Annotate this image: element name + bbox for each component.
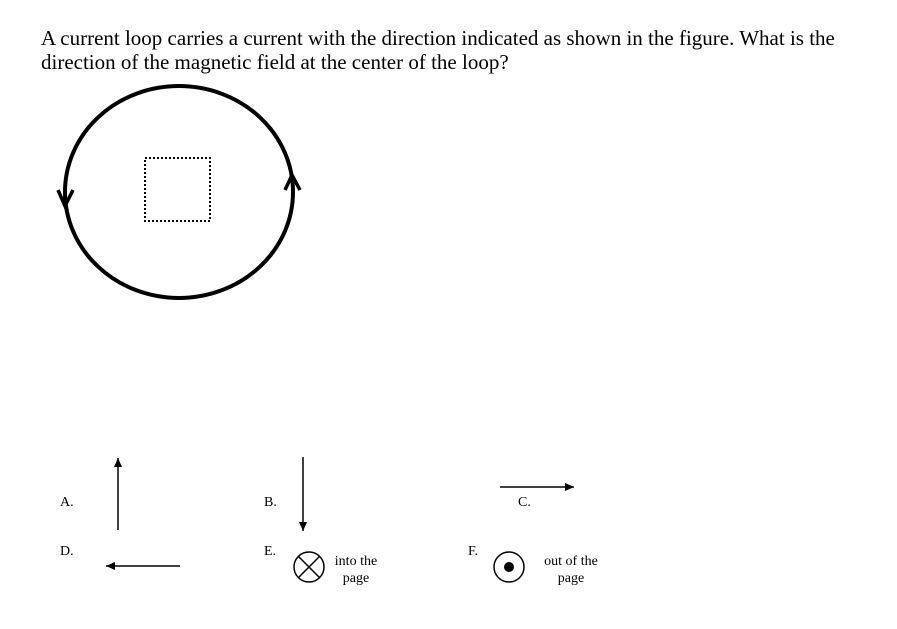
option-f-caption-line1: out of the [544, 554, 598, 569]
option-f-caption [536, 553, 606, 587]
option-e-caption-line2: page [342, 571, 370, 586]
question-text: A current loop carries a current with the direction indicated as shown in the figure. What is the direction of the magnetic field at the center of the loop? [41, 26, 835, 74]
option-f-caption-line2: page [557, 571, 585, 586]
option-e-x-circle-icon [294, 552, 324, 582]
current-loop [65, 86, 293, 298]
option-e-label[interactable]: E. [264, 544, 277, 559]
option-a-label[interactable]: A. [60, 495, 74, 510]
option-b-label[interactable]: B. [264, 495, 277, 510]
option-d-label[interactable]: D. [60, 544, 74, 559]
option-f-label[interactable]: F. [468, 544, 479, 559]
option-c-label[interactable]: C. [518, 495, 531, 510]
center-dotted-square [145, 158, 210, 221]
option-e-caption [326, 553, 386, 587]
option-f-dot-circle-icon [494, 552, 524, 582]
option-e-caption-line1: into the [334, 554, 378, 569]
